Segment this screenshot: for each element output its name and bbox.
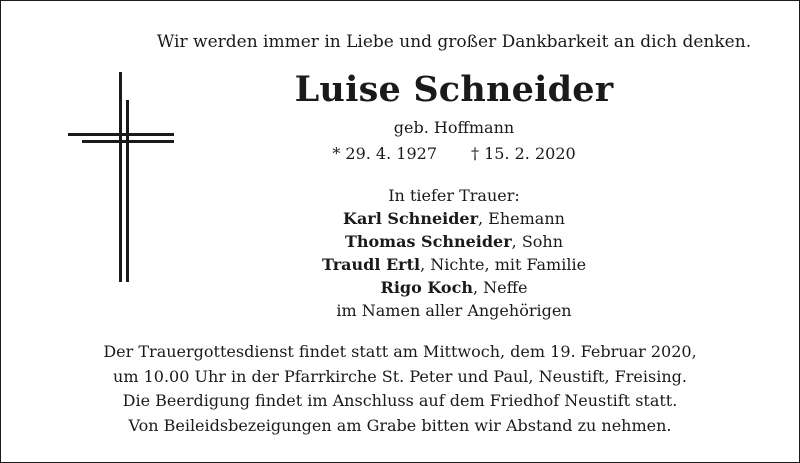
mourner-line [54,276,800,299]
notice-line: Von Beileidsbezeigungen am Grabe bitten wir Abstand zu nehmen. [128,415,672,435]
mourner-name: Rigo Koch [380,278,473,297]
death-date: † 15. 2. 2020 [471,144,576,163]
mourner-relation: , Ehemann [478,209,565,228]
notice-line: um 10.00 Uhr in der Pfarrkirche St. Peter und Paul, Neustift, Freising. [113,366,687,386]
deceased-name: Luise Schneider [294,69,614,110]
mourner-relation: , Nichte, mit Familie [420,255,587,274]
birth-date: * 29. 4. 1927 [332,144,437,163]
birth-name: geb. Hoffmann [393,118,515,137]
mourner-line [54,230,800,253]
mourner-relation: , Sohn [511,232,564,251]
mourner-line [54,253,800,276]
mourner-name: Karl Schneider [343,209,478,228]
notice-line: Die Beerdigung findet im Anschluss auf dem Friedhof Neustift statt. [122,391,678,410]
mourners-block [54,184,800,322]
motto-text: Wir werden immer in Liebe und großer Dankbarkeit an dich denken. [156,32,752,52]
life-dates [54,143,800,165]
mourning-intro: In tiefer Trauer: [388,186,520,205]
mourner-relation: , Neffe [472,278,528,297]
service-notice [0,340,800,438]
notice-line: Der Trauergottesdienst findet statt am Mittwoch, dem 19. Februar 2020, [103,342,697,361]
mourner-name: Traudl Ertl [321,255,421,274]
mourning-closing: im Namen aller Angehörigen [336,301,572,320]
mourner-name: Thomas Schneider [344,232,512,251]
mourner-line [54,207,800,230]
